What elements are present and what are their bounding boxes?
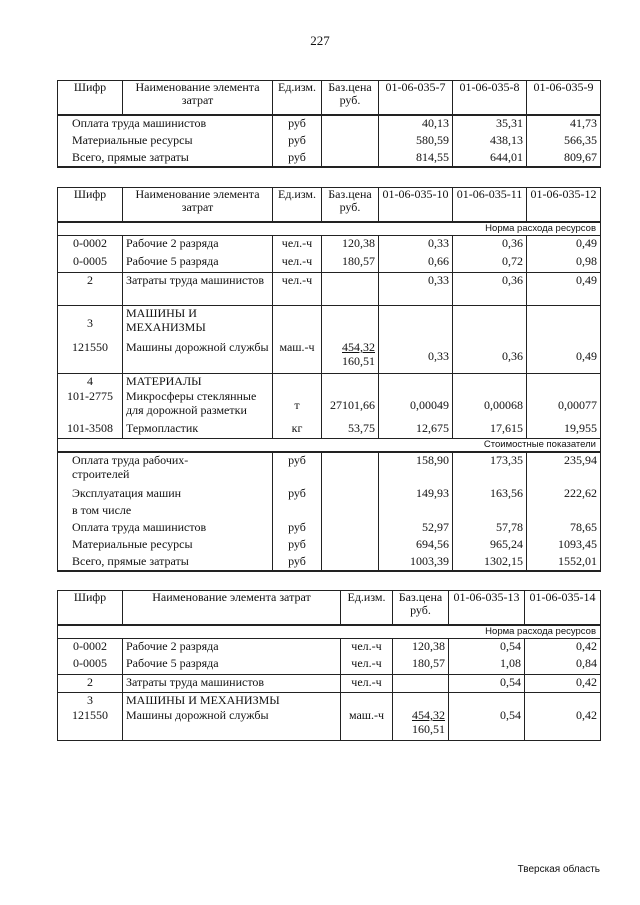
table-row	[58, 150, 601, 167]
table-row	[58, 537, 601, 554]
row-value-1: 0,54	[449, 708, 525, 740]
row-value-1: 0,33	[379, 235, 453, 254]
header-col-2: 01-06-035-8	[453, 81, 527, 115]
row-price: 53,75	[322, 421, 379, 438]
row-value-3: 78,65	[527, 520, 601, 537]
row-value-2: 0,36	[453, 235, 527, 254]
table-row	[58, 254, 601, 272]
row-value-1: 0,33	[379, 272, 453, 305]
row-code: 0-0005	[58, 254, 123, 272]
table-header-row	[58, 81, 601, 115]
row-name-text: Оплата труда рабочих-строителей	[72, 452, 189, 481]
table-row	[58, 503, 601, 520]
row-value-3: 0,49	[527, 340, 601, 373]
row-value-2: 0,72	[453, 254, 527, 272]
row-name: Материальные ресурсы	[58, 537, 273, 554]
table-row	[58, 133, 601, 150]
row-value-2: 57,78	[453, 520, 527, 537]
row-unit: чел.-ч	[273, 272, 322, 305]
row-value-1: 814,55	[379, 150, 453, 167]
row-value-3: 19,955	[527, 421, 601, 438]
empty-cell	[322, 503, 379, 520]
row-name	[58, 452, 273, 486]
table-row	[58, 554, 601, 571]
row-value-3: 222,62	[527, 486, 601, 503]
row-name: Термопластик	[123, 421, 273, 438]
header-name: Наименование элемента затрат	[123, 591, 341, 625]
row-price	[322, 115, 379, 133]
header-col-1: 01-06-035-13	[449, 591, 525, 625]
row-value-2: 0,42	[525, 708, 601, 740]
row-code: 2	[58, 272, 123, 305]
empty-cell	[273, 503, 322, 520]
row-value-1: 1,08	[449, 656, 525, 674]
row-price	[322, 272, 379, 305]
empty-cell	[453, 503, 527, 520]
price-primary: 454,32	[412, 708, 445, 722]
row-value-1: 0,66	[379, 254, 453, 272]
row-value-3: 566,35	[527, 133, 601, 150]
row-value-2: 163,56	[453, 486, 527, 503]
row-code: 2	[58, 674, 123, 692]
row-price: 27101,66	[322, 389, 379, 421]
row-name: Рабочие 5 разряда	[123, 254, 273, 272]
row-value-3: 1093,45	[527, 537, 601, 554]
row-price	[322, 520, 379, 537]
header-col-1: 01-06-035-7	[379, 81, 453, 115]
row-value-3: 809,67	[527, 150, 601, 167]
row-unit: руб	[273, 115, 322, 133]
row-price	[322, 486, 379, 503]
row-name: Материальные ресурсы	[58, 133, 273, 150]
norm-label: Норма расхода ресурсов	[58, 222, 601, 236]
row-value-1: 0,33	[379, 340, 453, 373]
cost-table-2	[57, 187, 601, 572]
empty-cell	[453, 305, 527, 340]
empty-cell	[525, 692, 601, 708]
row-code: 0-0005	[58, 656, 123, 674]
row-value-3: 0,00077	[527, 389, 601, 421]
row-value-2: 438,13	[453, 133, 527, 150]
row-unit: руб	[273, 133, 322, 150]
price-secondary: 160,51	[412, 722, 445, 736]
row-value-2: 35,31	[453, 115, 527, 133]
table-header-row	[58, 591, 601, 625]
row-unit: чел.-ч	[341, 656, 393, 674]
row-value-1: 52,97	[379, 520, 453, 537]
table-row	[58, 272, 601, 305]
row-value-1: 0,54	[449, 674, 525, 692]
row-name: Затраты труда машинистов	[123, 674, 341, 692]
row-price: 180,57	[322, 254, 379, 272]
table-row	[58, 305, 601, 340]
row-name: Рабочие 5 разряда	[123, 656, 341, 674]
header-base-price: Баз.цена руб.	[393, 591, 449, 625]
section-label-row	[58, 222, 601, 236]
row-unit: маш.-ч	[273, 340, 322, 373]
row-value-1: 158,90	[379, 452, 453, 486]
row-price: 120,38	[322, 235, 379, 254]
empty-cell	[393, 692, 449, 708]
empty-cell	[273, 373, 322, 389]
empty-cell	[322, 373, 379, 389]
row-value-2: 0,36	[453, 272, 527, 305]
row-value-2: 644,01	[453, 150, 527, 167]
section-label-row	[58, 625, 601, 639]
header-col-1: 01-06-035-10	[379, 188, 453, 222]
row-code: 3	[58, 305, 123, 340]
table-row	[58, 235, 601, 254]
price-secondary: 160,51	[342, 354, 375, 368]
row-unit: кг	[273, 421, 322, 438]
row-unit: чел.-ч	[341, 638, 393, 656]
table-row	[58, 692, 601, 708]
empty-cell	[453, 373, 527, 389]
row-price	[322, 554, 379, 571]
row-code: 101-3508	[58, 421, 123, 438]
table-row	[58, 421, 601, 438]
header-col-3: 01-06-035-9	[527, 81, 601, 115]
row-name: Машины дорожной службы	[123, 340, 273, 373]
row-name: Всего, прямые затраты	[58, 150, 273, 167]
region-label: Тверская область	[517, 864, 600, 875]
row-value-2: 0,84	[525, 656, 601, 674]
row-value-2: 0,42	[525, 674, 601, 692]
row-value-2: 173,35	[453, 452, 527, 486]
row-value-3: 0,49	[527, 235, 601, 254]
table-row	[58, 452, 601, 486]
cost-table-1	[57, 80, 601, 168]
row-unit: чел.-ч	[341, 674, 393, 692]
row-unit: чел.-ч	[273, 254, 322, 272]
row-value-1: 580,59	[379, 133, 453, 150]
header-unit: Ед.изм.	[273, 188, 322, 222]
header-base-price: Баз.цена руб.	[322, 188, 379, 222]
row-value-2: 0,00068	[453, 389, 527, 421]
empty-cell	[527, 373, 601, 389]
empty-cell	[379, 305, 453, 340]
row-unit: руб	[273, 537, 322, 554]
table-row	[58, 674, 601, 692]
row-name: Микросферы стеклянные для дорожной разметки	[123, 389, 273, 421]
row-value-1: 12,675	[379, 421, 453, 438]
row-price	[322, 537, 379, 554]
empty-cell	[273, 305, 322, 340]
row-code: 0-0002	[58, 235, 123, 254]
row-price	[322, 340, 379, 373]
row-name: Всего, прямые затраты	[58, 554, 273, 571]
row-unit: руб	[273, 486, 322, 503]
row-code: 121550	[58, 340, 123, 373]
table-row	[58, 340, 601, 373]
header-code: Шифр	[58, 188, 123, 222]
table-row	[58, 638, 601, 656]
row-value-3: 0,49	[527, 272, 601, 305]
table-row	[58, 486, 601, 503]
row-unit: руб	[273, 520, 322, 537]
row-name: Машины дорожной службы	[123, 708, 341, 740]
table-row	[58, 373, 601, 389]
row-name: Рабочие 2 разряда	[123, 638, 341, 656]
cost-table-3	[57, 590, 601, 741]
row-name: Затраты труда машинистов	[123, 272, 273, 305]
row-unit: руб	[273, 150, 322, 167]
norm-label: Норма расхода ресурсов	[58, 625, 601, 639]
row-price	[393, 674, 449, 692]
table-row	[58, 115, 601, 133]
empty-cell	[379, 373, 453, 389]
empty-cell	[322, 305, 379, 340]
section-heading: МАШИНЫ И МЕХАНИЗМЫ	[123, 305, 273, 340]
section-label-row	[58, 438, 601, 452]
header-code: Шифр	[58, 591, 123, 625]
table-row	[58, 389, 601, 421]
header-code: Шифр	[58, 81, 123, 115]
row-value-1: 0,00049	[379, 389, 453, 421]
header-col-3: 01-06-035-12	[527, 188, 601, 222]
table-row	[58, 656, 601, 674]
row-value-1: 0,54	[449, 638, 525, 656]
empty-cell	[449, 692, 525, 708]
row-price	[322, 150, 379, 167]
row-unit: маш.-ч	[341, 708, 393, 740]
row-value-3: 235,94	[527, 452, 601, 486]
table-header-row	[58, 188, 601, 222]
row-unit: т	[273, 389, 322, 421]
row-value-2: 17,615	[453, 421, 527, 438]
row-price	[393, 708, 449, 740]
row-unit: чел.-ч	[273, 235, 322, 254]
empty-cell	[527, 305, 601, 340]
empty-cell	[379, 503, 453, 520]
row-unit: руб	[273, 452, 322, 486]
header-col-2: 01-06-035-14	[525, 591, 601, 625]
cost-label: Стоимостные показатели	[58, 438, 601, 452]
header-unit: Ед.изм.	[273, 81, 322, 115]
row-name: Рабочие 2 разряда	[123, 235, 273, 254]
row-name: Эксплуатация машин	[58, 486, 273, 503]
row-value-1: 149,93	[379, 486, 453, 503]
page-number: 227	[310, 33, 330, 48]
row-code: 121550	[58, 708, 123, 740]
row-value-2: 965,24	[453, 537, 527, 554]
row-code: 4	[58, 373, 123, 389]
row-name: Оплата труда машинистов	[58, 520, 273, 537]
header-name: Наименование элемента затрат	[123, 81, 273, 115]
row-value-1: 1003,39	[379, 554, 453, 571]
row-value-1: 694,56	[379, 537, 453, 554]
row-price: 120,38	[393, 638, 449, 656]
empty-cell	[527, 503, 601, 520]
row-name: в том числе	[58, 503, 273, 520]
header-base-price: Баз.цена руб.	[322, 81, 379, 115]
row-unit: руб	[273, 554, 322, 571]
price-primary: 454,32	[342, 340, 375, 354]
row-code: 0-0002	[58, 638, 123, 656]
header-name: Наименование элемента затрат	[123, 188, 273, 222]
section-heading: МАТЕРИАЛЫ	[123, 373, 273, 389]
row-value-2: 0,42	[525, 638, 601, 656]
row-value-2: 1302,15	[453, 554, 527, 571]
row-value-2: 0,36	[453, 340, 527, 373]
row-value-3: 0,98	[527, 254, 601, 272]
row-value-1: 40,13	[379, 115, 453, 133]
row-price	[322, 133, 379, 150]
row-name: Оплата труда машинистов	[58, 115, 273, 133]
row-price: 180,57	[393, 656, 449, 674]
row-price	[322, 452, 379, 486]
table-row	[58, 708, 601, 740]
row-value-3: 41,73	[527, 115, 601, 133]
row-value-3: 1552,01	[527, 554, 601, 571]
row-code: 101-2775	[58, 389, 123, 421]
section-heading: МАШИНЫ И МЕХАНИЗМЫ	[123, 692, 341, 708]
header-unit: Ед.изм.	[341, 591, 393, 625]
empty-cell	[341, 692, 393, 708]
row-code: 3	[58, 692, 123, 708]
table-row	[58, 520, 601, 537]
header-col-2: 01-06-035-11	[453, 188, 527, 222]
